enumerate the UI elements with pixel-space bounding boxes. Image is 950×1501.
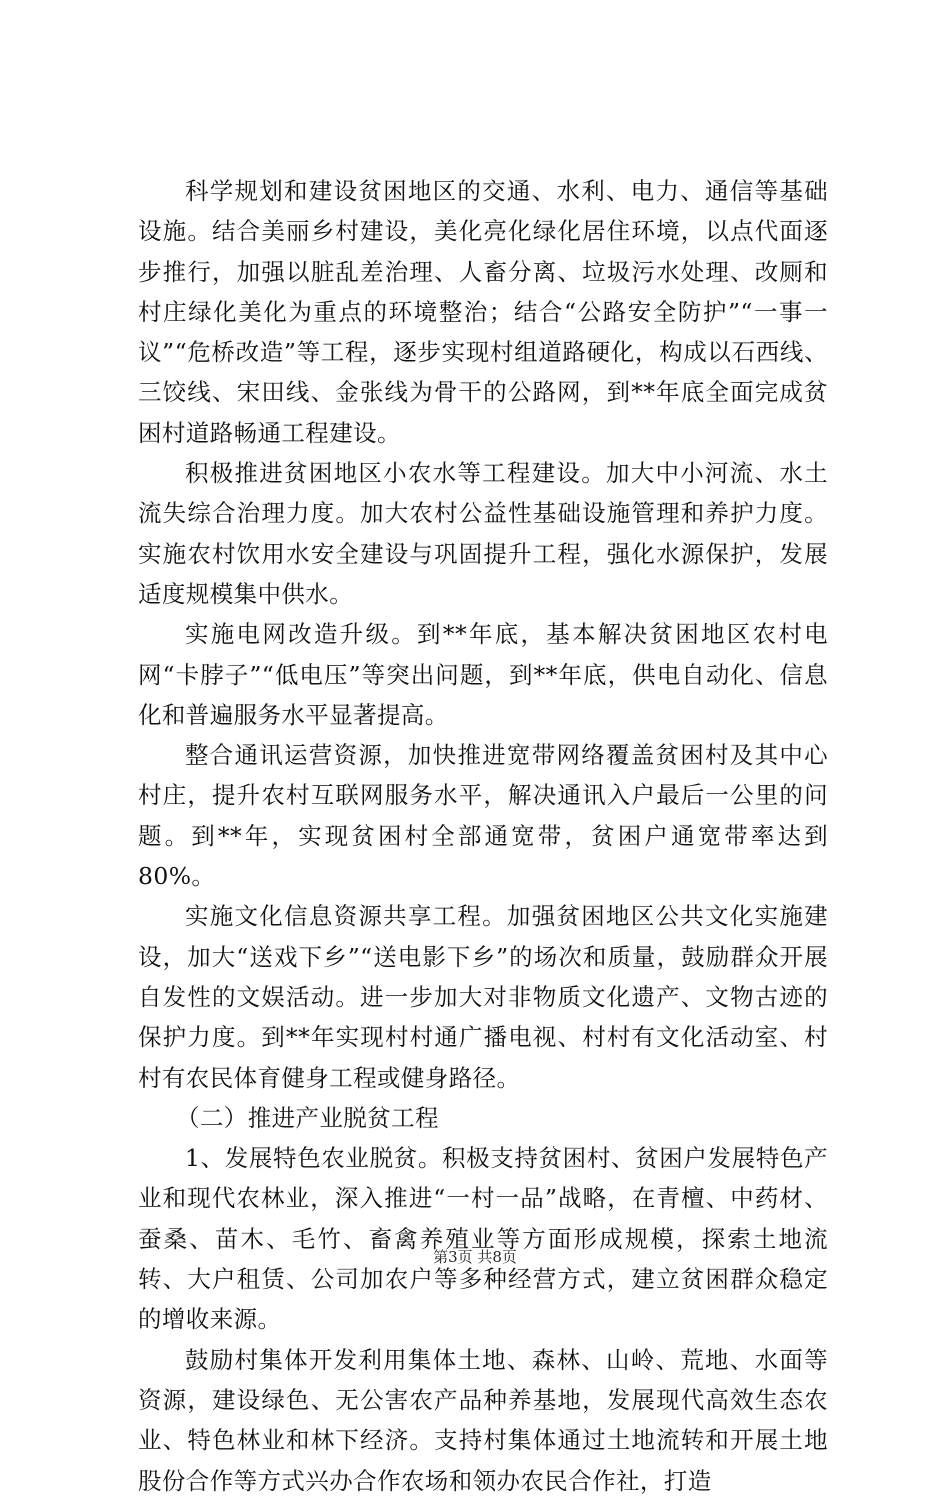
paragraph-collective-resources: 鼓励村集体开发利用集体土地、森林、山岭、荒地、水面等资源，建设绿色、无公害农产品种养基地，发展现代高效生态农业、特色林业和林下经济。支持村集体通过土地流转和开展土地股份合作等方式兴办合作农场和领办农民合作社，打造 [138,1345,828,1495]
paragraph-culture: 实施文化信息资源共享工程。加强贫困地区公共文化实施建设，加大“送戏下乡”“送电影下乡”的场次和质量，鼓励群众开展自发性的文娱活动。进一步加大对非物质文化遗产、文物古迹的保护力度。到**年实现村村通广播电视、村村有文化活动室、村村有农民体育健身工程或健身路径。 [138,902,828,1092]
document-body [138,171,828,1501]
paragraph-infrastructure: 科学规划和建设贫困地区的交通、水利、电力、通信等基础设施。结合美丽乡村建设，美化亮化绿化居住环境，以点代面逐步推行，加强以脏乱差治理、人畜分离、垃圾污水处理、改厕和村庄绿化美化为重点的环境整治；结合“公路安全防护”“一事一议”“危桥改造”等工程，逐步实现村组道路硬化，构成以石西线、三饺线、宋田线、金张线为骨干的公路网，到**年底全面完成贫困村道路畅通工程建设。 [138,177,828,447]
section-heading: （二）推进产业脱贫工程 [176,1103,439,1132]
paragraph-broadband: 整合通讯运营资源，加快推进宽带网络覆盖贫困村及其中心村庄，提升农村互联网服务水平，解决通讯入户最后一公里的问题。到**年，实现贫困村全部通宽带，贫困户通宽带率达到80%。 [138,741,828,891]
page-footer: 第3页 共8页 [433,1248,517,1266]
paragraph-power-grid: 实施电网改造升级。到**年底，基本解决贫困地区农村电网“卡脖子”“低电压”等突出问题，到**年底，供电自动化、信息化和普遍服务水平显著提高。 [138,620,828,729]
paragraph-water-works: 积极推进贫困地区小农水等工程建设。加大中小河流、水土流失综合治理力度。加大农村公益性基础设施管理和养护力度。实施农村饮用水安全建设与巩固提升工程，强化水源保护，发展适度规模集中供水。 [138,459,828,608]
paragraph-specialty-agriculture: 1、发展特色农业脱贫。积极支持贫困村、贫困户发展特色产业和现代农林业，深入推进“一村一品”战略，在青檀、中药材、蚕桑、苗木、毛竹、畜禽养殖业等方面形成规模，探索土地流转、大户租赁、公司加农户等多种经营方式，建立贫困群众稳定的增收来源。 [138,1144,828,1334]
